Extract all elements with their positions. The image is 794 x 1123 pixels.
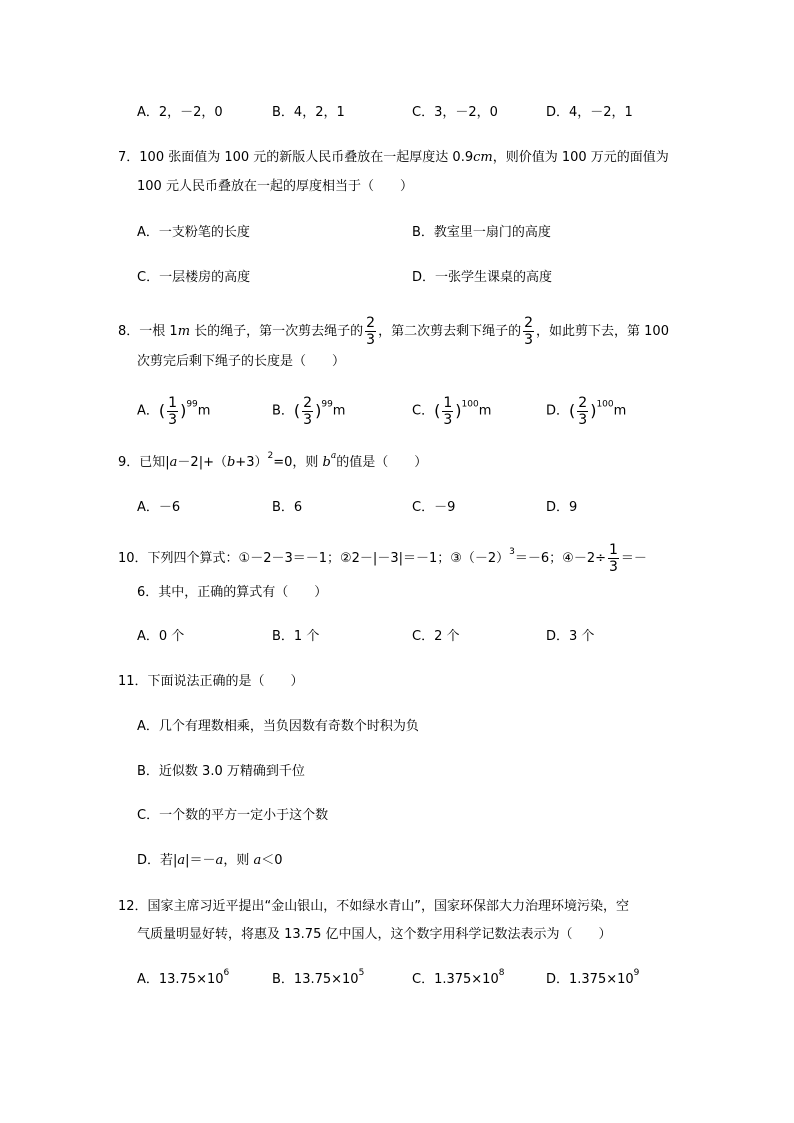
q11-stem: 11．下面说法正确的是（ ） [118,674,304,689]
q8-stem-line1: 8．一根 1m 长的绳子，第一次剪去绳子的 $\frac{2}{3}$ ，第二次剪去剩下绳子的 $\frac{2}{3}$ ，如此剪下去，第 100 [118,315,669,348]
q12-stem-line2: 气质量明显好转，将惠及 13.75 亿中国人，这个数字用科学记数法表示为（ ） [137,927,612,942]
q11-option-a: A．几个有理数相乘，当负因数有奇数个时积为负 [137,719,419,734]
q6-option-a: A．2，－2，0 [137,105,223,120]
q8-fraction-2: $\frac{2}{3}$ [524,315,534,348]
q7-stem-line1: 7．100 张面值为 100 元的新版人民币叠放在一起厚度达 0.9cm，则价值为 100 万元的面值为 [118,150,669,165]
q10-option-a: A．0 个 [137,629,185,644]
q12-option-b: B．$13.75\times 10^5$ [272,968,365,987]
q9-option-b: B．6 [272,500,303,515]
q10-option-d: D．3 个 [546,629,595,644]
q8-option-a: A．( $\frac{1}{3}$ )$^{99}$m [137,394,211,428]
q10-fraction: $\frac{1}{3}$ [609,542,618,575]
q10-option-b: B．1 个 [272,629,320,644]
q11-option-d: D．若|a|＝－a，则 a＜0 [137,853,283,868]
q7-option-a: A．一支粉笔的长度 [137,225,250,240]
q8-fraction-1: $\frac{2}{3}$ [366,315,376,348]
q7-stem-line2: 100 元人民币叠放在一起的厚度相当于（ ） [137,179,413,194]
q10-stem-line2: 6．其中，正确的算式有（ ） [137,585,328,600]
q12-option-d: D．$1.375\times 10^9$ [546,968,640,987]
q8-option-d: D．( $\frac{2}{3}$ )$^{100}$m [546,394,627,428]
q9-option-a: A．－6 [137,500,181,515]
q8-option-b: B．( $\frac{2}{3}$ )$^{99}$m [272,394,346,428]
q10-option-c: C．2 个 [412,629,460,644]
q7-option-b: B．教室里一扇门的高度 [412,225,551,240]
q11-option-c: C．一个数的平方一定小于这个数 [137,808,329,823]
q8-stem-line2: 次剪完后剩下绳子的长度是（ ） [137,354,346,369]
q12-stem-line1: 12．国家主席习近平提出“金山银山，不如绿水青山”，国家环保部大力治理环境污染，空 [118,899,630,914]
q8-option-c: C．( $\frac{1}{3}$ )$^{100}$m [412,394,492,428]
q12-option-a: A．$13.75\times 10^6$ [137,968,230,987]
q10-stem-line1: 10．下列四个算式：①－2－3＝－1；②2－|－3|＝－1；$③(-2)^3=-6$；④－2÷ $\frac{1}{3}$ ＝－ [118,542,647,575]
q6-option-b: B．4，2，1 [272,105,345,120]
q7-option-c: C．一层楼房的高度 [137,270,251,285]
q6-option-d: D．4，－2，1 [546,105,633,120]
q9-option-d: D．9 [546,500,578,515]
q12-option-c: C．$1.375\times 10^8$ [412,968,505,987]
q11-option-b: B．近似数 3.0 万精确到千位 [137,764,305,779]
q9-option-c: C．－9 [412,500,456,515]
q9-stem: 9．已知$|a-2|+(b+3)^2=0$，则 $b^a$的值是（ ） [118,451,428,470]
q7-option-d: D．一张学生课桌的高度 [412,270,553,285]
q6-option-c: C．3，－2，0 [412,105,498,120]
